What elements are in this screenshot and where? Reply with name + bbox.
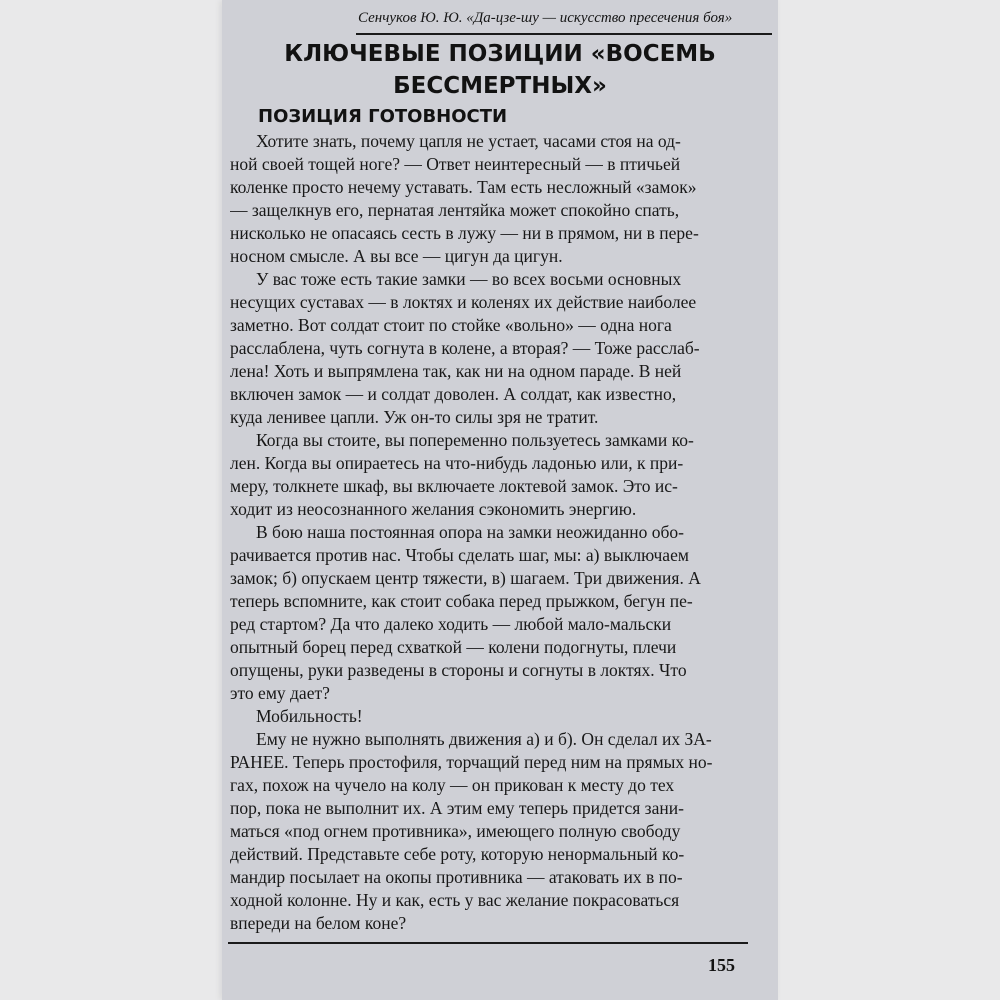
text-line: включен замок — и солдат доволен. А солдат, как известно, xyxy=(230,384,677,404)
text-line: опытный борец перед схваткой — колени подогнуты, плечи xyxy=(230,637,677,657)
text-line: гах, похож на чучело на колу — он прикован к месту до тех xyxy=(230,775,675,795)
text-line: это ему дает? xyxy=(230,683,330,703)
text-line: — защелкнув его, пернатая лентяйка может спокойно спать, xyxy=(230,200,680,220)
text-line: коленке просто нечему уставать. Там есть несложный «замок» xyxy=(230,177,697,197)
text-line: несущих суставах — в локтях и коленях их действие наиболее xyxy=(230,292,697,312)
text-line: У вас тоже есть такие замки — во всех восьми основных xyxy=(256,269,682,289)
text-line: мандир посылает на окопы противника — атаковать их в по- xyxy=(230,867,683,887)
text-line: ной своей тощей ноге? — Ответ неинтересный — в птичьей xyxy=(230,154,681,174)
text-line: куда ленивее цапли. Уж он-то силы зря не тратит. xyxy=(230,407,599,427)
text-line: ходит из неосознанного желания сэкономить энергию. xyxy=(230,499,637,519)
text-line: лена! Хоть и выпрямлена так, как ни на одном параде. В ней xyxy=(230,361,682,381)
body-text xyxy=(230,130,772,935)
text-line: ходной колонне. Ну и как, есть у вас желание покрасоваться xyxy=(230,890,680,910)
text-line: Ему не нужно выполнять движения а) и б). Он сделал их ЗА- xyxy=(256,729,712,749)
footer-rule xyxy=(228,942,748,944)
text-line: РАНЕЕ. Теперь простофиля, торчащий перед ним на прямых но- xyxy=(230,752,713,772)
text-line: нисколько не опасаясь сесть в лужу — ни в прямом, ни в пере- xyxy=(230,223,699,243)
text-line: маться «под огнем противника», имеющего полную свободу xyxy=(230,821,681,841)
text-line: опущены, руки разведены в стороны и согнуты в локтях. Что xyxy=(230,660,687,680)
text-line: лен. Когда вы опираетесь на что-нибудь ладонью или, к при- xyxy=(230,453,684,473)
text-line: расслаблена, чуть согнута в колене, а вторая? — Тоже расслаб- xyxy=(230,338,700,358)
text-line: замок; б) опускаем центр тяжести, в) шагаем. Три движения. А xyxy=(230,568,701,588)
running-head: Сенчуков Ю. Ю. «Да-цзе-шу — искусство пресечения боя» xyxy=(358,10,733,26)
text-line: В бою наша постоянная опора на замки неожиданно обо- xyxy=(256,522,684,542)
text-line: рачивается против нас. Чтобы сделать шаг, мы: а) выключаем xyxy=(230,545,689,565)
text-line: Когда вы стоите, вы попеременно пользуетесь замками ко- xyxy=(256,430,694,450)
chapter-title-line: КЛЮЧЕВЫЕ ПОЗИЦИИ «ВОСЕМЬ xyxy=(284,41,716,67)
text-line: ред стартом? Да что далеко ходить — любой мало-мальски xyxy=(230,614,672,634)
page-number: 155 xyxy=(708,955,735,975)
chapter-title-line: БЕССМЕРТНЫХ» xyxy=(393,73,607,99)
section-title: ПОЗИЦИЯ ГОТОВНОСТИ xyxy=(258,106,508,127)
text-line: теперь вспомните, как стоит собака перед прыжком, бегун пе- xyxy=(230,591,693,611)
text-line: действий. Представьте себе роту, которую ненормальный ко- xyxy=(230,844,685,864)
text-line: меру, толкнете шкаф, вы включаете локтевой замок. Это ис- xyxy=(230,476,678,496)
chapter-title xyxy=(232,38,768,102)
text-line: впереди на белом коне? xyxy=(230,913,407,933)
header-rule xyxy=(356,33,772,35)
text-line: Мобильность! xyxy=(256,706,363,726)
text-line: Хотите знать, почему цапля не устает, часами стоя на од- xyxy=(256,131,681,151)
text-line: носном смысле. А вы все — цигун да цигун. xyxy=(230,246,563,266)
text-line: заметно. Вот солдат стоит по стойке «вольно» — одна нога xyxy=(230,315,672,335)
text-line: пор, пока не выполнит их. А этим ему теперь придется зани- xyxy=(230,798,684,818)
